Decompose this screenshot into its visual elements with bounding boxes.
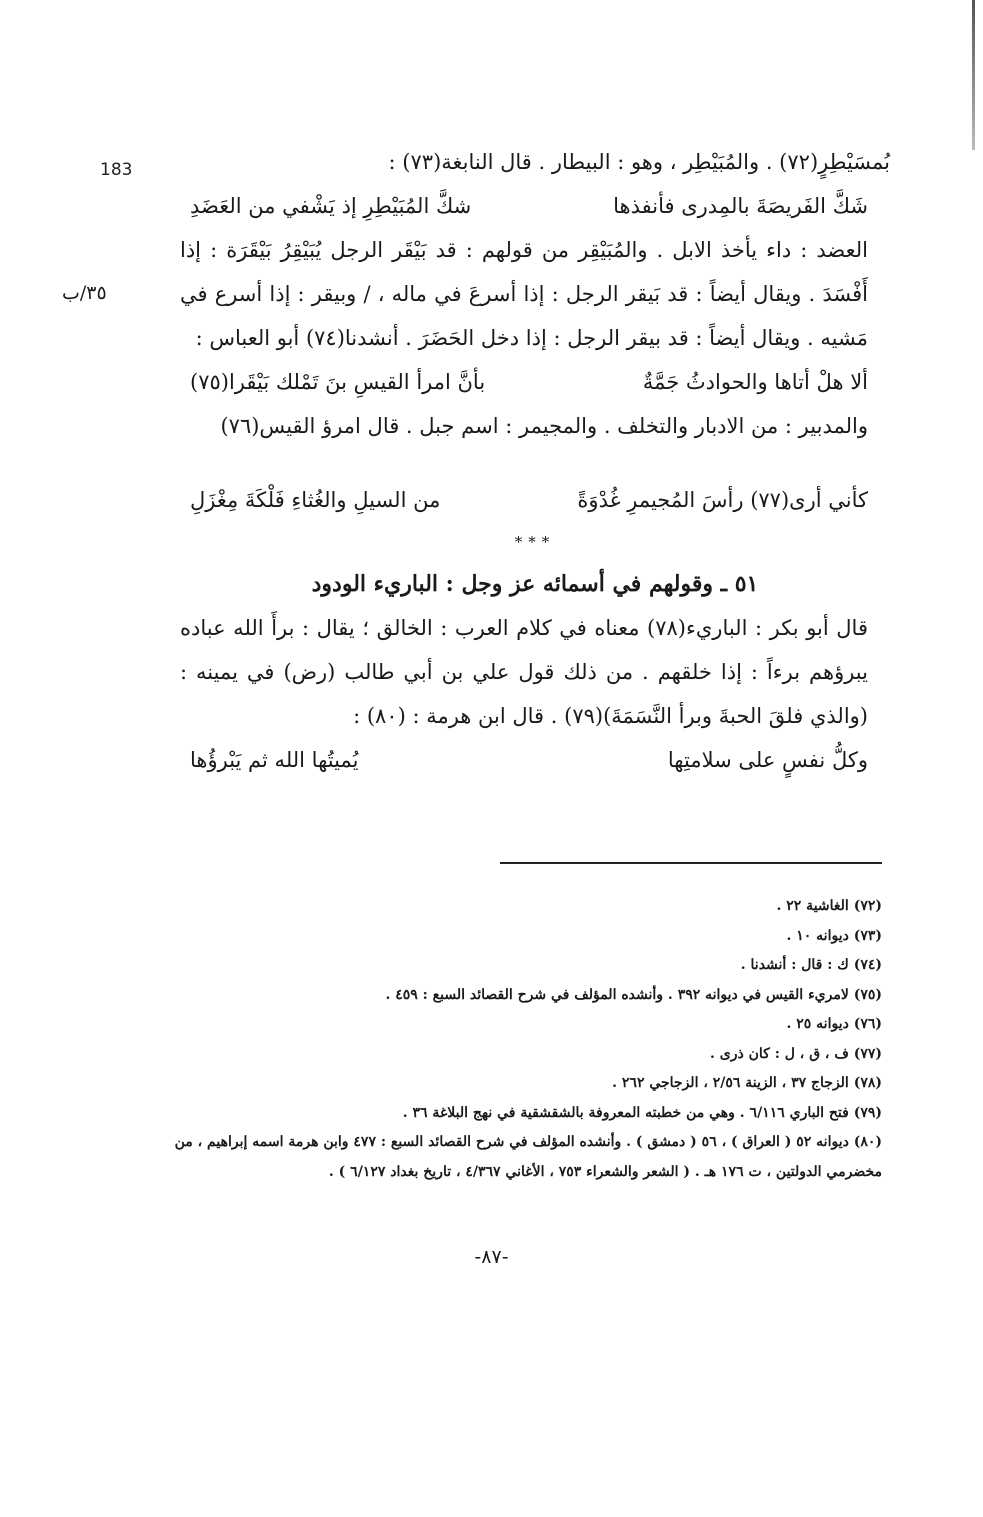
verse-3-second-hemistich: من السيلِ والغُثاءِ فَلْكَةَ مِغْزَلِ: [190, 488, 441, 512]
top-page-number: 183: [100, 160, 133, 180]
footnote-79: (٧٩) فتح الباري ٦/١١٦ . وهي من خطبته المعروفة بالشقشقية في نهج البلاغة ٣٦ .: [402, 1104, 882, 1121]
bottom-page-number: -٨٧-: [474, 1246, 509, 1268]
verse-4-second-hemistich: يُميتُها الله ثم يَبْرؤُها: [190, 748, 359, 772]
manuscript-folio-note: ٣٥/ب: [62, 282, 107, 304]
verse-3-first-hemistich: كأني أرى(٧٧) رأسَ المُجيمرِ غُدْوَةً: [577, 488, 868, 512]
verse-1-first-hemistich: شَكَّ الفَريصَةَ بالمِدرى فأنفذها: [613, 194, 868, 218]
verse-4: [180, 738, 890, 782]
section-heading: ٥١ ـ وقولهم في أسمائه عز وجل : الباريء الودود: [311, 571, 759, 597]
footnote-80: (٨٠) ديوانه ٥٢ ( العراق ) ، ٥٦ ( دمشق ) . وأنشده المؤلف في شرح القصائد السبع : ٤٧٧ وابن هرمة اسمه إبراهيم ، من مخضرمي الدولتين ، ت ١٧٦ هـ . ( الشعر والشعراء ٧٥٣ ، الأغاني ٤/٣٦٧ ، تاريخ بغداد ٦/١٢٧ ) .: [174, 1134, 882, 1180]
verse-4-first-hemistich: وكلُّ نفسٍ على سلامتِها: [667, 748, 868, 772]
verse-2-second-hemistich: بأنَّ امرأ القيسِ بنَ تَمْلك بَيْقَرا(٧٥): [190, 370, 486, 394]
footnote-77: (٧٧) ف ، ق ، ل : كان ذرى .: [710, 1045, 882, 1062]
section-separator-stars: ***: [514, 533, 556, 551]
verse-1-second-hemistich: شكَّ المُبَيْطِرِ إذ يَشْفي من العَضَدِ: [190, 194, 472, 218]
main-text: [180, 140, 890, 782]
footnote-75: (٧٥) لامريء القيس في ديوانه ٣٩٢ . وأنشده المؤلف في شرح القصائد السبع : ٤٥٩ .: [385, 986, 882, 1003]
footnote-78: (٧٨) الزجاج ٣٧ ، الزينة ٢/٥٦ ، الزجاجي ٢٦٢ .: [612, 1075, 882, 1091]
footnote-73: (٧٣) ديوانه ١٠ .: [786, 927, 882, 944]
paragraph-1: العضد : داء يأخذ الابل . والمُبَيْقِر من قولهم : قد بَيْقَر الرجل يُبَيْقِرُ بَيْقَرَة : إذا أَفْسَدَ . ويقال أيضاً : قد بَيقر الرجل : إذا أسرعَ في ماله ، / وبيقر : إذا أسرع في مَشيه . ويقال أيضاً : قد بيقر الرجل : إذا دخل الحَضَرَ . أنشدنا(٧٤) أبو العباس :: [180, 238, 868, 350]
footnotes: [160, 892, 882, 1187]
verse-2: [180, 360, 890, 404]
footnote-74: (٧٤) ك : قال : أنشدنا .: [740, 957, 882, 973]
footnote-divider: [500, 862, 882, 864]
verse-2-first-hemistich: ألا هلْ أتاها والحوادثُ جَمَّةٌ: [642, 370, 868, 394]
footnote-72: (٧٢) الغاشية ٢٢ .: [776, 898, 882, 914]
paragraph-2: والمدبير : من الادبار والتخلف . والمجيمر : اسم جبل . قال امرؤ القيس(٧٦): [220, 414, 868, 438]
page-edge-shadow: [972, 0, 975, 150]
footnote-76: (٧٦) ديوانه ٢٥ .: [786, 1016, 882, 1032]
paragraph-3: قال أبو بكر : الباريء(٧٨) معناه في كلام العرب : الخالق ؛ يقال : برأَ الله عباده يبرؤهم برءاً : إذا خلقهم . من ذلك قول علي بن أبي طالب (رض) في يمينه : (والذي فلقَ الحبةَ وبرأ النَّسَمَةَ)(٧٩) . قال ابن هرمة : (٨٠) :: [180, 616, 868, 728]
verse-3: [180, 478, 890, 522]
text-line-1: بُمسَيْطِرٍ(٧٢) . والمُبَيْطِر ، وهو : البيطار . قال النابغة(٧٣) :: [388, 150, 890, 174]
verse-1: [180, 184, 890, 228]
